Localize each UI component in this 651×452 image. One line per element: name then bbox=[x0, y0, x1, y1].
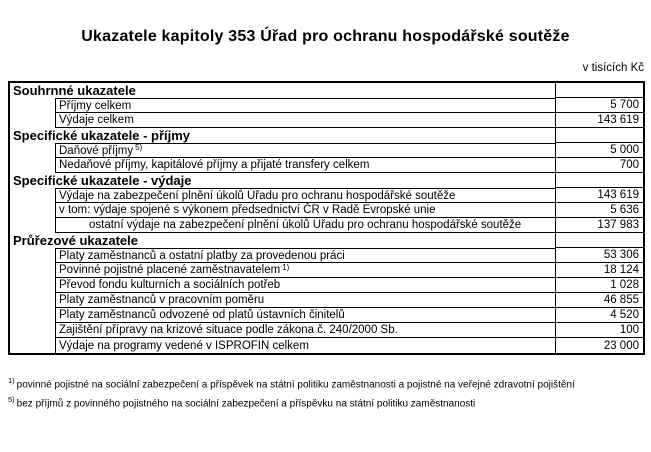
row-label-cell bbox=[55, 218, 555, 233]
page-title: Ukazatele kapitoly 353 Úřad pro ochranu hospodářské soutěže bbox=[81, 28, 570, 45]
row-value: 53 306 bbox=[555, 248, 643, 263]
indent-spacer bbox=[10, 323, 55, 338]
footnote bbox=[8, 373, 575, 392]
row-label-cell bbox=[55, 278, 555, 293]
row-label-cell bbox=[55, 113, 555, 128]
row-label: v tom: výdaje spojené s výkonem předsednictví ČR v Radě Evropské unie bbox=[59, 204, 436, 216]
row-value: 100 bbox=[555, 323, 643, 338]
indent-spacer bbox=[10, 143, 55, 158]
indent-spacer bbox=[10, 293, 55, 308]
row-label: Příjmy celkem bbox=[59, 99, 132, 112]
table-row bbox=[10, 338, 643, 353]
table-row bbox=[10, 308, 643, 323]
row-label-cell bbox=[55, 248, 555, 263]
table-row bbox=[10, 113, 643, 128]
footnote bbox=[8, 392, 575, 411]
row-label: ostatní výdaje na zabezpečení plnění úkolů Úřadu pro ochranu hospodářské soutěže bbox=[89, 219, 522, 231]
row-value: 4 520 bbox=[555, 308, 643, 323]
section-label: Souhrnné ukazatele bbox=[13, 83, 136, 98]
row-label: Zajištění přípravy na krizové situace podle zákona č. 240/2000 Sb. bbox=[59, 324, 398, 336]
row-value bbox=[555, 83, 643, 98]
section-row bbox=[10, 83, 643, 98]
table-row bbox=[10, 98, 643, 113]
table-row bbox=[10, 203, 643, 218]
row-label: Platy zaměstnanců v pracovním poměru bbox=[59, 294, 265, 306]
indent-spacer bbox=[10, 218, 55, 233]
row-label-cell bbox=[55, 263, 555, 278]
row-label: Povinné pojistné placené zaměstnavatelem bbox=[59, 264, 281, 276]
row-label: Výdaje celkem bbox=[59, 114, 134, 126]
section-label: Specifické ukazatele - příjmy bbox=[13, 128, 191, 143]
table-row bbox=[10, 188, 643, 203]
footnote-marker: 5) bbox=[8, 395, 15, 405]
indent-spacer bbox=[10, 203, 55, 218]
row-label: Výdaje na programy vedené v ISPROFIN celkem bbox=[59, 339, 309, 352]
row-label-cell bbox=[55, 338, 555, 353]
row-label: Nedaňové příjmy, kapitálové příjmy a přijaté transfery celkem bbox=[59, 159, 370, 171]
indent-spacer bbox=[10, 188, 55, 203]
table-row bbox=[10, 278, 643, 293]
row-label: Platy zaměstnanců odvozené od platů ústavních činitelů bbox=[59, 309, 345, 321]
row-value: 5 700 bbox=[555, 98, 643, 113]
row-label: Výdaje na zabezpečení plnění úkolů Úřadu pro ochranu hospodářské soutěže bbox=[59, 189, 456, 202]
table-row bbox=[10, 293, 643, 308]
indent-spacer bbox=[10, 308, 55, 323]
row-label-cell bbox=[55, 188, 555, 203]
row-value: 46 855 bbox=[555, 293, 643, 308]
row-value bbox=[555, 173, 643, 188]
row-label: Převod fondu kulturních a sociálních potřeb bbox=[59, 279, 281, 291]
table-row bbox=[10, 158, 643, 173]
table-row bbox=[10, 218, 643, 233]
table-row bbox=[10, 248, 643, 263]
row-label-cell bbox=[55, 203, 555, 218]
indent-spacer bbox=[10, 158, 55, 173]
row-value: 1 028 bbox=[555, 278, 643, 293]
indent-spacer bbox=[10, 338, 55, 353]
row-label-cell bbox=[55, 158, 555, 173]
row-value: 143 619 bbox=[555, 188, 643, 203]
table-row bbox=[10, 323, 643, 338]
row-value: 700 bbox=[555, 158, 643, 173]
unit-label: v tisících Kč bbox=[582, 62, 644, 74]
row-value: 143 619 bbox=[555, 113, 643, 128]
indicators-table bbox=[8, 81, 645, 355]
indent-spacer bbox=[10, 263, 55, 278]
footnote-ref: 1) bbox=[282, 263, 290, 272]
row-value bbox=[555, 128, 643, 143]
section-row bbox=[10, 128, 643, 143]
footnote-text: bez příjmů z povinného pojistného na sociální zabezpečení a příspěvku na státní politiku zaměstnanosti bbox=[16, 398, 476, 410]
section-row bbox=[10, 173, 643, 188]
row-value bbox=[555, 233, 643, 248]
row-value: 5 000 bbox=[555, 143, 643, 158]
row-label-cell bbox=[55, 143, 555, 158]
row-value: 23 000 bbox=[555, 338, 643, 353]
row-label: Platy zaměstnanců a ostatní platby za provedenou práci bbox=[59, 249, 345, 262]
row-label-cell bbox=[55, 308, 555, 323]
indent-spacer bbox=[10, 278, 55, 293]
table-row bbox=[10, 143, 643, 158]
row-value: 137 983 bbox=[555, 218, 643, 233]
indent-spacer bbox=[10, 113, 55, 128]
indent-spacer bbox=[10, 98, 55, 113]
row-label: Daňové příjmy bbox=[59, 144, 134, 157]
indent-spacer bbox=[10, 248, 55, 263]
table-row bbox=[10, 263, 643, 278]
section-row bbox=[10, 233, 643, 248]
footnote-text: povinné pojistné na sociální zabezpečení a příspěvek na státní politiku zaměstnanosti a pojistné na veřejné zdravotní pojištění bbox=[16, 379, 575, 391]
footnote-marker: 1) bbox=[8, 376, 15, 385]
footnote-ref: 5) bbox=[135, 143, 143, 152]
row-label-cell bbox=[55, 323, 555, 338]
footnotes bbox=[8, 373, 575, 412]
section-label: Specifické ukazatele - výdaje bbox=[13, 173, 192, 188]
row-value: 18 124 bbox=[555, 263, 643, 278]
section-label: Průřezové ukazatele bbox=[13, 233, 139, 248]
row-label-cell bbox=[55, 98, 555, 113]
row-label-cell bbox=[55, 293, 555, 308]
row-value: 5 636 bbox=[555, 203, 643, 218]
